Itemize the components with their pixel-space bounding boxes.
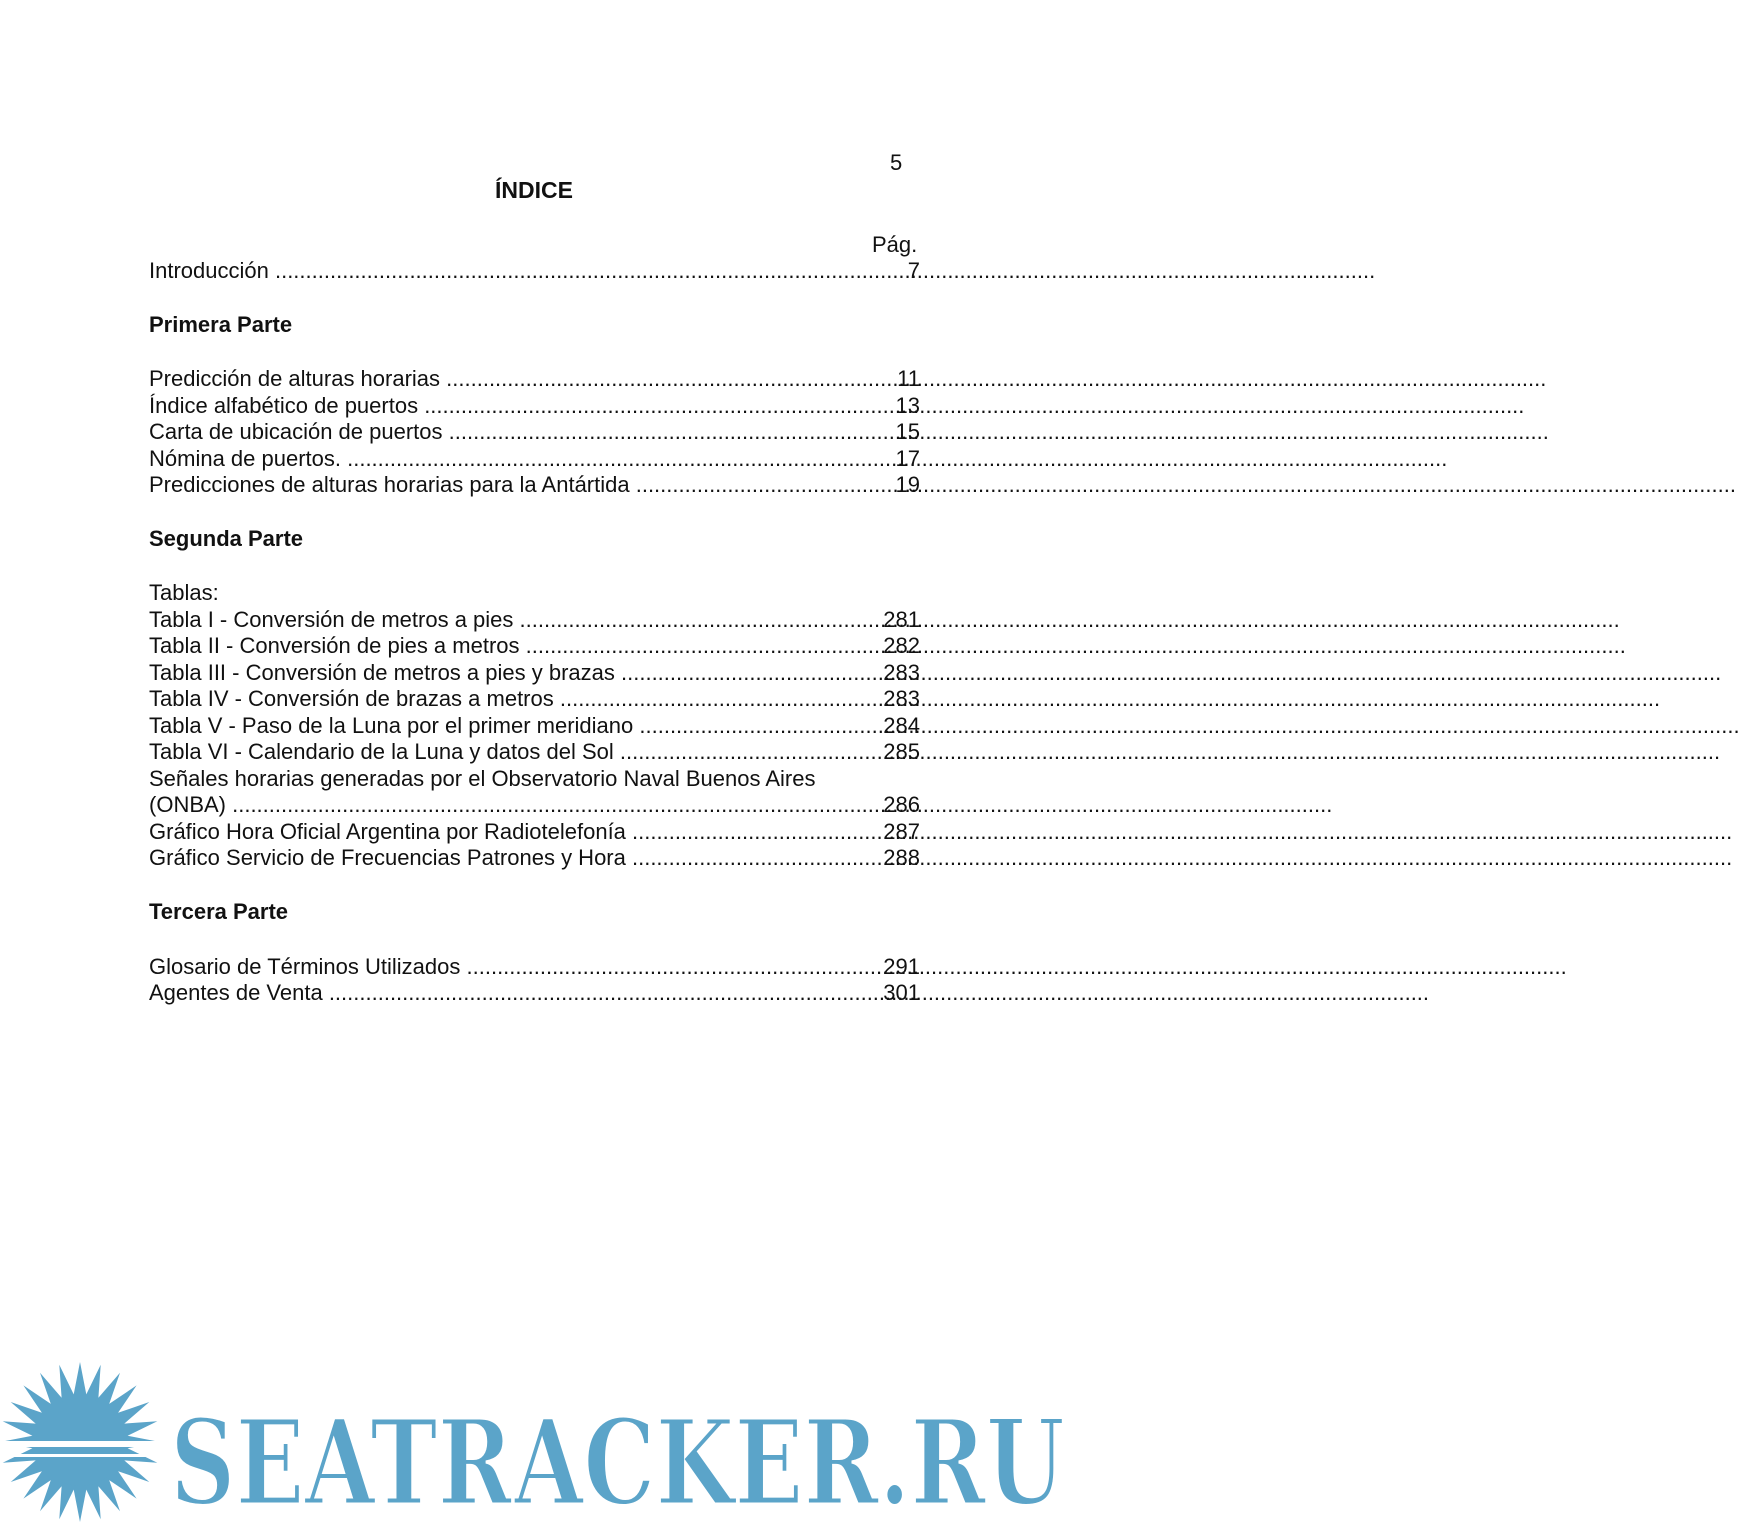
toc-entry-page: 301 <box>883 980 920 1005</box>
sun-icon <box>0 1362 165 1522</box>
toc-entry <box>149 685 920 712</box>
toc-entry-page: 285 <box>883 739 920 764</box>
toc-entry-page: 11 <box>897 366 920 391</box>
toc-entry-page: 291 <box>883 954 920 979</box>
tables-subheading: Tablas: <box>149 580 219 605</box>
toc-entry-label: Predicciones de alturas horarias para la Antártida ..... <box>149 471 855 498</box>
toc-entry-long-line1: Señales horarias generadas por el Observatorio Naval Buenos Aires <box>149 766 816 791</box>
toc-entry <box>149 365 920 392</box>
toc-entry-label: Tabla VI - Calendario de la Luna y datos del Sol ..... <box>149 738 855 765</box>
section-heading-primera: Primera Parte <box>149 312 293 337</box>
toc-entry-page: 13 <box>895 393 920 418</box>
toc-entry-label: Índice alfabético de puertos ..... <box>149 392 855 419</box>
toc-entry-label: Carta de ubicación de puertos ..... <box>149 418 855 445</box>
toc-entry <box>149 392 920 419</box>
section-heading-segunda: Segunda Parte <box>149 526 304 551</box>
toc-entry-intro <box>149 257 920 284</box>
toc-entry <box>149 791 920 818</box>
section-heading-tercera: Tercera Parte <box>149 899 289 924</box>
toc-entry-page: 288 <box>883 845 920 870</box>
toc-entry-page: 282 <box>883 633 920 658</box>
toc-entry-label: Predicción de alturas horarias ..... <box>149 365 855 392</box>
toc-entry-page: 17 <box>895 446 920 471</box>
toc-entry-page: 287 <box>883 819 920 844</box>
toc-entry-label: Gráfico Servicio de Frecuencias Patrones y Hora ..... <box>149 844 855 871</box>
toc-entry-label: Tabla III - Conversión de metros a pies y brazas ..... <box>149 659 855 686</box>
toc-entry <box>149 418 920 445</box>
toc-entry-label: Tabla V - Paso de la Luna por el primer meridiano ..... <box>149 712 855 739</box>
page-title: ÍNDICE <box>495 177 573 203</box>
toc-entry <box>149 844 920 871</box>
toc-entry <box>149 712 920 739</box>
seatracker-logo-graphic <box>0 1362 1080 1529</box>
seatracker-logo <box>0 1362 1080 1529</box>
toc-entry-page: 15 <box>895 419 920 444</box>
toc-entry <box>149 632 920 659</box>
toc-entry <box>149 818 920 845</box>
toc-entry <box>149 606 920 633</box>
pag-column-label: Pág. <box>872 232 918 257</box>
page-number: 5 <box>890 150 903 175</box>
toc-entry-page: 286 <box>883 792 920 817</box>
toc-entry-label: Agentes de Venta ..... <box>149 979 855 1006</box>
toc-entry <box>149 979 920 1006</box>
toc-entry-page: 19 <box>895 472 920 497</box>
toc-entry-label: Nómina de puertos. ..... <box>149 445 855 472</box>
toc-entry <box>149 659 920 686</box>
toc-entry-label: Glosario de Términos Utilizados ..... <box>149 953 855 980</box>
toc-entry-label: Tabla IV - Conversión de brazas a metros ..... <box>149 685 855 712</box>
toc-entry-page: 283 <box>883 686 920 711</box>
toc-entry-label: Gráfico Hora Oficial Argentina por Radiotelefonía ..... <box>149 818 855 845</box>
toc-entry-label: Tabla II - Conversión de pies a metros ..... <box>149 632 855 659</box>
toc-entry-page: 283 <box>883 660 920 685</box>
toc-entry <box>149 738 920 765</box>
toc-entry <box>149 445 920 472</box>
toc-entry-page: 7 <box>907 258 920 283</box>
toc-entry-page: 281 <box>883 607 920 632</box>
toc-entry-label: (ONBA) ..... <box>149 791 855 818</box>
toc-entry-label: Introducción ..... <box>149 257 855 284</box>
toc-entry-page: 284 <box>883 713 920 738</box>
watermark-text: SEATRACKER.RU <box>170 1393 1065 1529</box>
toc-entry-label: Tabla I - Conversión de metros a pies ..... <box>149 606 855 633</box>
toc-entry <box>149 471 920 498</box>
toc-entry <box>149 953 920 980</box>
